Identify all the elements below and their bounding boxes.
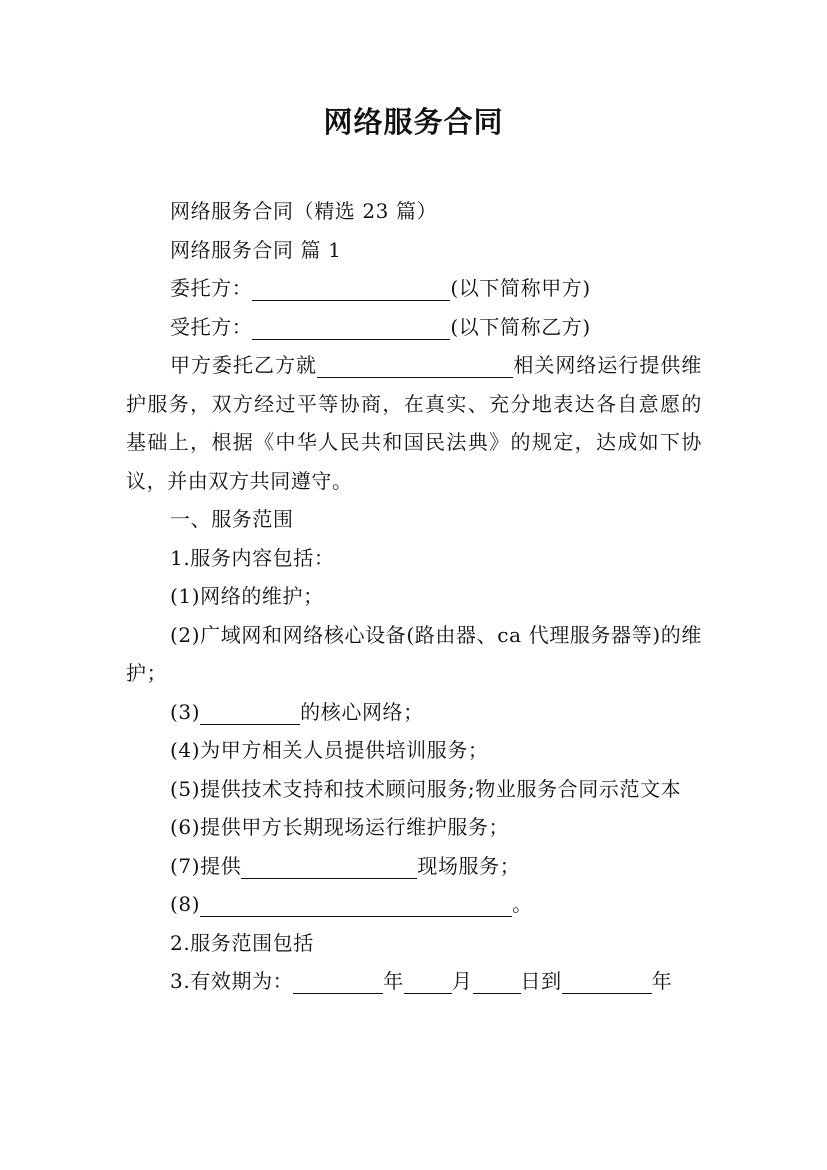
sub-item-7-blank	[241, 854, 417, 879]
start-year-blank	[293, 969, 383, 994]
day-to-label: 日到	[520, 969, 562, 993]
sub-item-1: (1)网络的维护；	[170, 584, 324, 608]
sub-item-3-blank	[200, 700, 300, 725]
item-3-lead: 3.有效期为：	[170, 969, 294, 993]
sub-item-3-text: 的核心网络；	[300, 699, 424, 724]
sub-item-7	[126, 847, 702, 886]
start-day-blank	[473, 969, 521, 994]
client-label: 委托方：	[170, 276, 253, 300]
intro-paragraph	[126, 346, 702, 500]
item-3	[126, 962, 702, 1001]
sub-item-7-lead: (7)提供	[170, 853, 242, 878]
end-year-blank	[562, 969, 652, 994]
client-suffix: (以下简称甲方)	[450, 276, 591, 300]
client-blank	[252, 276, 450, 301]
sub-item-5: (5)提供技术支持和技术顾问服务;物业服务合同示范文本	[170, 776, 682, 801]
contractor-label: 受托方：	[170, 314, 253, 339]
contractor-suffix: (以下简称乙方)	[450, 314, 591, 339]
document-body	[126, 192, 702, 1001]
document-title: 网络服务合同	[323, 105, 504, 139]
intro-lead: 甲方委托乙方就	[170, 353, 317, 377]
intro-text: 相关网络运行提供维护服务，双方经过平等协商，在真实、充分地表达各自意愿的基础上，根据《中华人民共和国民法典》的规定，达成如下协议，并由双方共同遵守。	[126, 353, 702, 493]
sub-item-3-num: (3)	[170, 699, 201, 724]
section-heading: 网络服务合同 篇 1	[170, 237, 342, 262]
contractor-line	[126, 308, 702, 347]
sub-item-8-end: 。	[512, 892, 533, 916]
sub-item-7-text: 现场服务；	[417, 853, 521, 878]
contractor-blank	[252, 315, 450, 340]
sub-item-2: (2)广域网和网络核心设备(路由器、ca 代理服务器等)的维护；	[126, 622, 702, 685]
sub-item-3	[126, 693, 702, 732]
sub-item-8-blank	[200, 892, 512, 917]
item-1: 1.服务内容包括：	[170, 545, 335, 570]
scope-heading: 一、服务范围	[170, 507, 294, 531]
sub-item-4: (4)为甲方相关人员提供培训服务；	[170, 738, 489, 762]
sub-item-6: (6)提供甲方长期现场运行维护服务；	[170, 815, 510, 839]
client-line	[126, 269, 702, 308]
item-2: 2.服务范围包括	[170, 930, 314, 955]
sub-item-8	[126, 885, 702, 924]
end-year-label: 年	[651, 969, 673, 993]
sub-item-8-num: (8)	[170, 892, 201, 916]
intro-blank	[317, 353, 513, 378]
year-label: 年	[383, 969, 404, 993]
start-month-blank	[404, 969, 452, 994]
subtitle: 网络服务合同（精选 23 篇）	[170, 199, 438, 223]
month-label: 月	[451, 969, 473, 993]
